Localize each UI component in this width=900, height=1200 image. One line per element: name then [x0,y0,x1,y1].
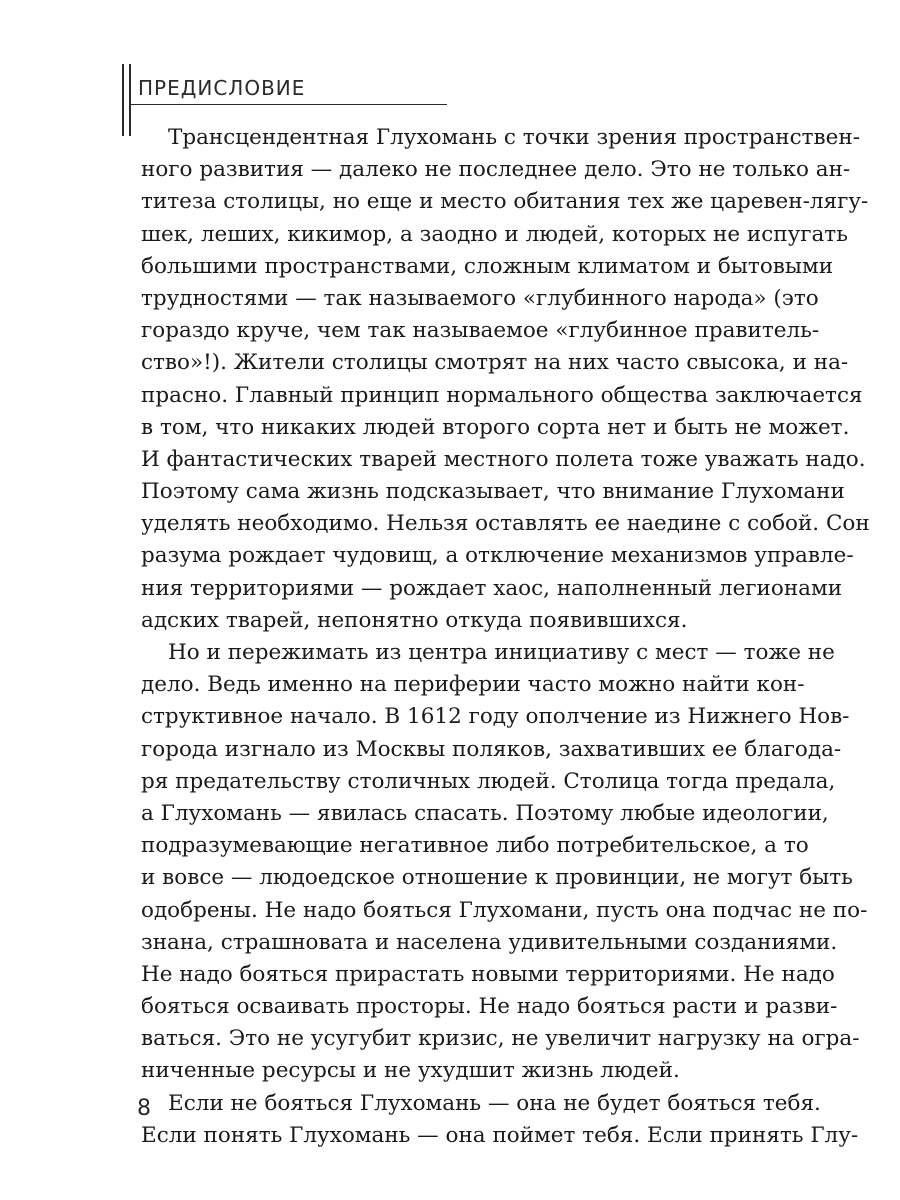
running-head-title: ПРЕДИСЛОВИЕ [138,76,306,100]
text-line: адских тварей, непонятно откуда появившихся. [141,607,688,633]
text-line: разума рождает чудовищ, а отключение механизмов управле- [141,543,854,569]
text-line: шек, леших, кикимор, а заодно и людей, которых не испугать [141,221,848,247]
text-line: ного развития — далеко не последнее дело. Это не только ан- [141,157,851,183]
page-number: 8 [137,1096,151,1121]
header-vertical-rule-left [122,64,124,136]
text-line: бояться осваивать просторы. Не надо бояться расти и разви- [141,994,838,1020]
text-line: ря предательству столичных людей. Столица тогда предала, [141,768,836,794]
text-line: города изгнало из Москвы поляков, захвативших ее благода- [141,736,842,762]
text-line: структивное начало. В 1612 году ополчение из Нижнего Нов- [141,704,850,730]
text-line: в том, что никаких людей второго сорта нет и быть не может. [141,414,850,440]
text-line: гораздо круче, чем так называемое «глубинное правитель- [141,318,820,344]
text-line: ство»!). Жители столицы смотрят на них часто свысока, и на- [141,350,849,376]
text-line: Если не бояться Глухомань — она не будет бояться тебя. [168,1090,821,1116]
text-line: большими пространствами, сложным климатом и бытовыми [141,253,834,279]
text-line: трудностями — так называемого «глубинного народа» (это [141,285,819,311]
text-line: Трансцендентная Глухомань с точки зрения пространствен- [168,125,860,150]
text-line: одобрены. Не надо бояться Глухомани, пусть она подчас не по- [141,897,868,923]
text-line: дело. Ведь именно на периферии часто можно найти кон- [141,672,805,698]
text-line: и вовсе — людоедское отношение к провинции, не могут быть [141,865,853,891]
text-line: подразумевающие негативное либо потребительское, а то [141,833,809,859]
body-text [141,122,870,1152]
text-line: а Глухомань — явилась спасать. Поэтому любые идеологии, [141,800,829,826]
text-line: Поэтому сама жизнь подсказывает, что внимание Глухомани [141,479,845,505]
text-line: ния территориями — рождает хаос, наполненный легионами [141,575,843,601]
header-horizontal-rule [129,104,447,105]
text-line: Но и пережимать из центра инициативу с мест — тоже не [168,640,835,665]
text-line: И фантастических тварей местного полета тоже уважать надо. [141,446,866,472]
text-line: прасно. Главный принцип нормального общества заключается [141,382,863,408]
text-line: титеза столицы, но еще и место обитания тех же царевен-лягу- [141,189,869,215]
text-line: Если понять Глухомань — она поймет тебя. Если принять Глу- [141,1122,859,1148]
text-line: знана, страшновата и населена удивительными созданиями. [141,929,838,955]
text-line: ниченные ресурсы и не ухудшит жизнь людей. [141,1058,680,1084]
header-vertical-rule-right [129,64,131,136]
text-line: Не надо бояться прирастать новыми территориями. Не надо [141,961,835,987]
text-line: уделять необходимо. Нельзя оставлять ее наедине с собой. Сон [141,511,870,537]
text-line: ваться. Это не усугубит кризис, не увеличит нагрузку на огра- [141,1026,860,1052]
